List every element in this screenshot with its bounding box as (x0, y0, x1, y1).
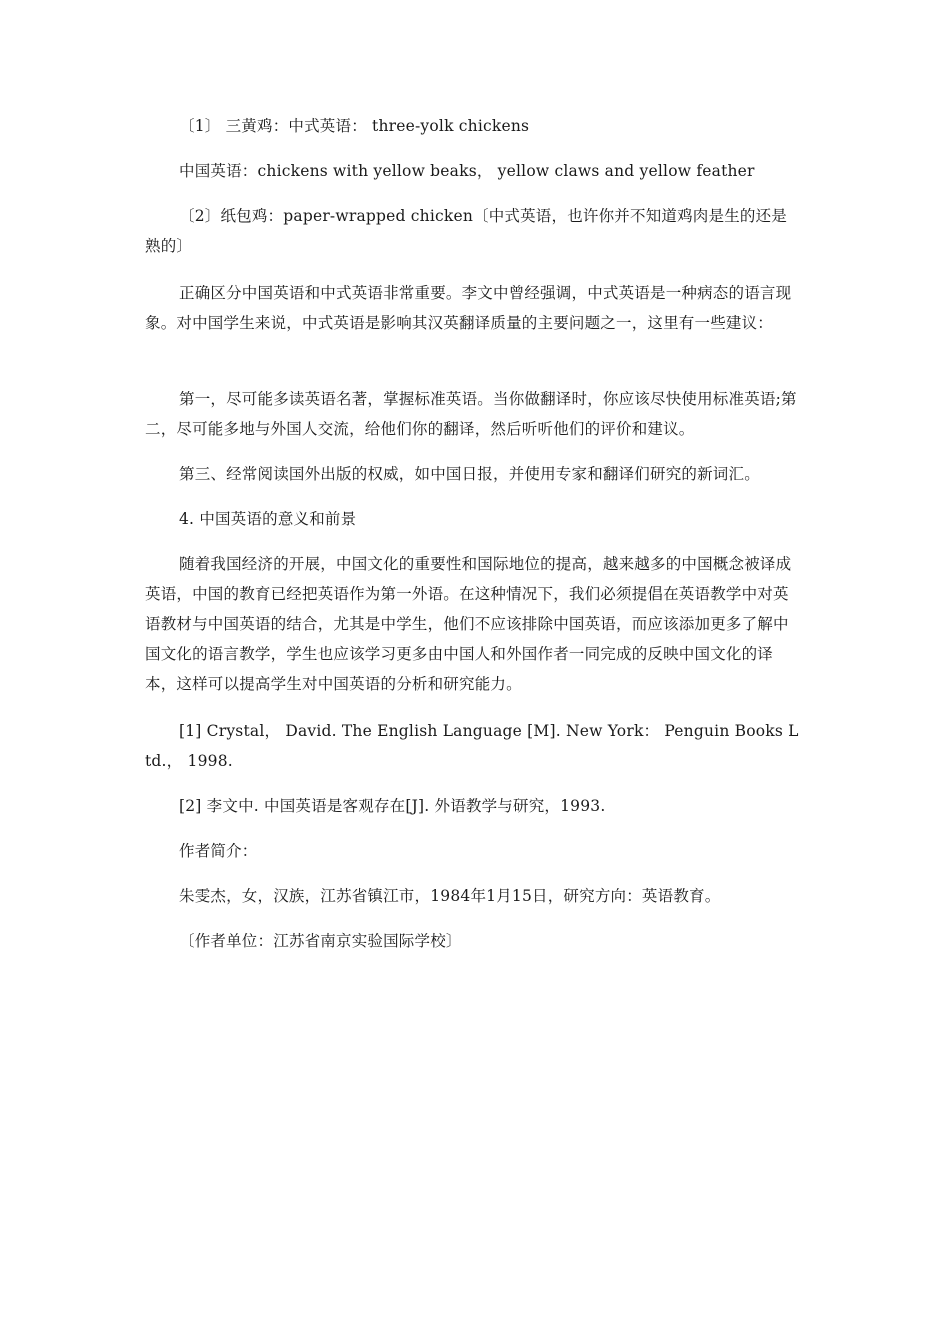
paragraph-significance: 随着我国经济的开展，中国文化的重要性和国际地位的提高，越来越多的中国概念被译成英语，中国的教育已经把英语作为第一外语。在这种情况下，我们必须提倡在英语教学中对英语教材与中国英语的结合，尤其是中学生，他们不应该排除中国英语，而应该添加更多了解中国文化的语言教学，学生也应该学习更多由中国人和外国作者一同完成的反映中国文化的译本，这样可以提高学生对中国英语的分析和研究能力。 (145, 555, 792, 693)
example-1-china-english: 中国英语：chickens with yellow beaks， yellow claws and yellow feather (179, 162, 755, 180)
reference-1: [1] Crystal， David. The English Language [M]. New York： Penguin Books Ltd.， 1998. (145, 722, 799, 770)
paragraph-distinction: 正确区分中国英语和中式英语非常重要。李文中曾经强调，中式英语是一种病态的语言现象。对中国学生来说，中式英语是影响其汉英翻译质量的主要问题之一，这里有一些建议： (145, 284, 792, 332)
author-affiliation: 〔作者单位：江苏省南京实验国际学校〕 (179, 932, 462, 950)
paragraph-suggestion-1-2: 第一，尽可能多读英语名著，掌握标准英语。当你做翻译时，你应该尽快使用标准英语;第二，尽可能多地与外国人交流，给他们你的翻译，然后听听他们的评价和建议。 (145, 390, 797, 438)
author-intro-heading: 作者简介： (179, 842, 258, 860)
reference-2: [2] 李文中. 中国英语是客观存在[J]. 外语教学与研究，1993. (179, 797, 606, 815)
section-heading-4: 4. 中国英语的意义和前景 (179, 510, 357, 528)
example-1-chinglish: 〔1〕 三黄鸡：中式英语： three-yolk chickens (179, 117, 530, 135)
paragraph-suggestion-3: 第三、经常阅读国外出版的权威，如中国日报，并使用专家和翻译们研究的新词汇。 (179, 465, 760, 483)
example-2-paper-wrapped-chicken: 〔2〕纸包鸡：paper-wrapped chicken〔中式英语，也许你并不知道鸡肉是生的还是熟的〕 (145, 207, 788, 255)
author-intro: 朱雯杰，女，汉族，江苏省镇江市，1984年1月15日，研究方向：英语教育。 (179, 887, 721, 905)
